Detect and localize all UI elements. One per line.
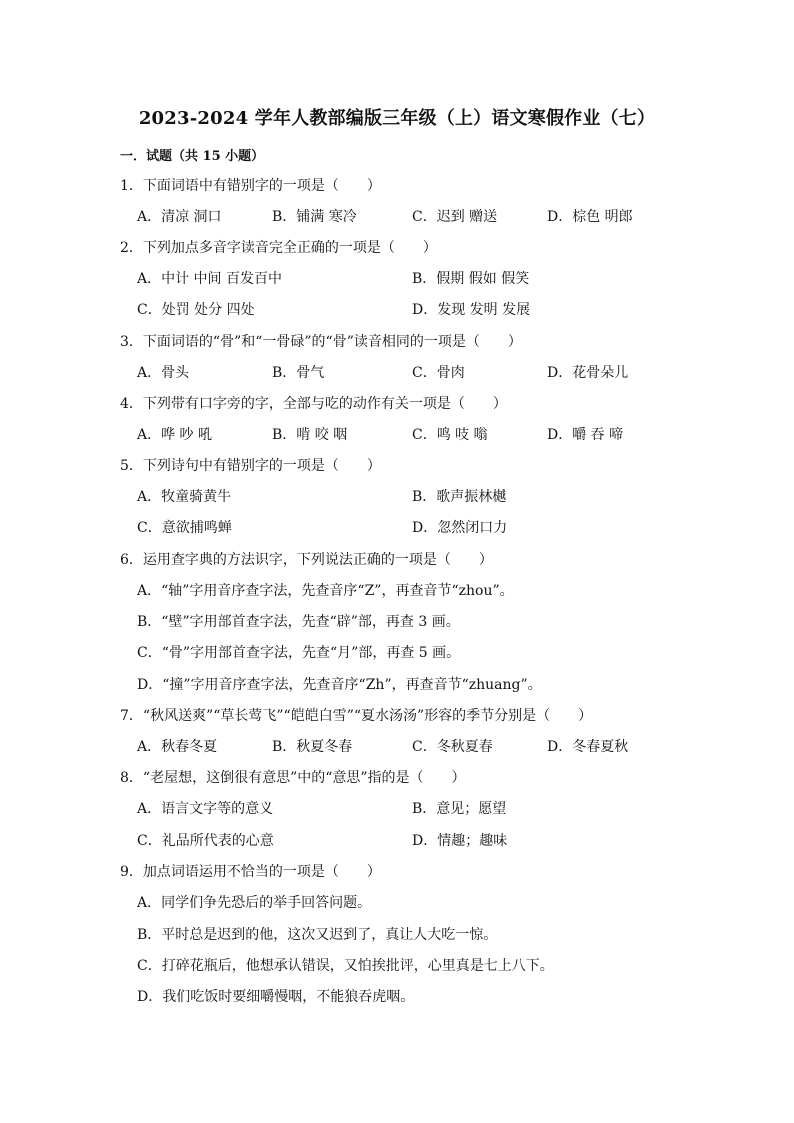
answer-option[interactable]: B．歌声振林樾 xyxy=(412,489,507,505)
question-stem: 2．下列加点多音字读音完全正确的一项是（ ） xyxy=(120,240,437,256)
answer-option[interactable]: A．骨头 xyxy=(137,365,190,381)
page-title: 2023-2024 学年人教部编版三年级（上）语文寒假作业（七） xyxy=(138,108,656,129)
answer-option[interactable]: C．礼品所代表的心意 xyxy=(137,833,274,849)
answer-option[interactable]: C．处罚 处分 四处 xyxy=(137,302,255,318)
question-stem: 7．“秋风送爽”“草长莺飞”“皑皑白雪”“夏水汤汤”形容的季节分别是（ ） xyxy=(120,708,593,724)
answer-option[interactable]: B．平时总是迟到的他，这次又迟到了，真让人大吃一惊。 xyxy=(137,927,498,943)
answer-option[interactable]: D．花骨朵儿 xyxy=(547,365,629,381)
answer-option[interactable]: A．中计 中间 百发百中 xyxy=(137,271,283,287)
answer-option[interactable]: B．“壁”字用部首查字法，先查“辟”部，再查 3 画。 xyxy=(137,614,460,630)
answer-option[interactable]: C．打碎花瓶后，他想承认错误，又怕挨批评，心里真是七上八下。 xyxy=(137,958,554,974)
answer-option[interactable]: A．“轴”字用音序查字法，先查音序“Z”，再查音节“zhou”。 xyxy=(137,583,514,599)
answer-option[interactable]: C．“骨”字用部首查字法，先查“月”部，再查 5 画。 xyxy=(137,645,461,661)
answer-option[interactable]: B．秋夏冬春 xyxy=(272,739,353,755)
answer-option[interactable]: C．迟到 赠送 xyxy=(412,209,498,225)
answer-option[interactable]: C．骨肉 xyxy=(412,365,465,381)
answer-option[interactable]: B．意见；愿望 xyxy=(412,801,507,817)
question-stem: 6．运用查字典的方法识字，下列说法正确的一项是（ ） xyxy=(120,552,493,568)
answer-option[interactable]: C．冬秋夏春 xyxy=(412,739,493,755)
answer-option[interactable]: D．冬春夏秋 xyxy=(547,739,629,755)
answer-option[interactable]: A．语言文字等的意义 xyxy=(137,801,274,817)
answer-option[interactable]: C．鸣 吱 嗡 xyxy=(412,427,488,443)
answer-option[interactable]: A．秋春冬夏 xyxy=(137,739,218,755)
answer-option[interactable]: D．发现 发明 发展 xyxy=(412,302,531,318)
question-stem: 1．下面词语中有错别字的一项是（ ） xyxy=(120,178,381,194)
section-heading: 一．试题（共 15 小题） xyxy=(120,149,265,164)
answer-option[interactable]: B．啃 咬 咽 xyxy=(272,427,348,443)
answer-option[interactable]: B．铺满 寒冷 xyxy=(272,209,357,225)
question-stem: 5．下列诗句中有错别字的一项是（ ） xyxy=(120,458,381,474)
answer-option[interactable]: B．骨气 xyxy=(272,365,325,381)
question-stem: 9．加点词语运用不恰当的一项是（ ） xyxy=(120,864,381,880)
question-stem: 3．下面词语的“骨”和“一骨碌”的“骨”读音相同的一项是（ ） xyxy=(120,334,522,350)
answer-option[interactable]: D．我们吃饭时要细嚼慢咽，不能狼吞虎咽。 xyxy=(137,989,415,1005)
answer-option[interactable]: A．同学们争先恐后的举手回答问题。 xyxy=(137,895,372,911)
answer-option[interactable]: D．“撞”字用音序查字法，先查音序“Zh”，再查音节“zhuang”。 xyxy=(137,677,542,693)
answer-option[interactable]: A．哗 吵 吼 xyxy=(137,427,213,443)
answer-option[interactable]: C．意欲捕鸣蝉 xyxy=(137,520,232,536)
answer-option[interactable]: D．忽然闭口力 xyxy=(412,520,508,536)
answer-option[interactable]: D．情趣；趣味 xyxy=(412,833,508,849)
answer-option[interactable]: D．嚼 吞 啼 xyxy=(547,427,624,443)
question-stem: 4．下列带有口字旁的字，全部与吃的动作有关一项是（ ） xyxy=(120,396,507,412)
question-stem: 8．“老屋想，这倒很有意思”中的“意思”指的是（ ） xyxy=(120,770,466,786)
answer-option[interactable]: A．清凉 洞口 xyxy=(137,209,222,225)
answer-option[interactable]: B．假期 假如 假笑 xyxy=(412,271,530,287)
answer-option[interactable]: D．棕色 明郎 xyxy=(547,209,633,225)
answer-option[interactable]: A．牧童骑黄牛 xyxy=(137,489,232,505)
